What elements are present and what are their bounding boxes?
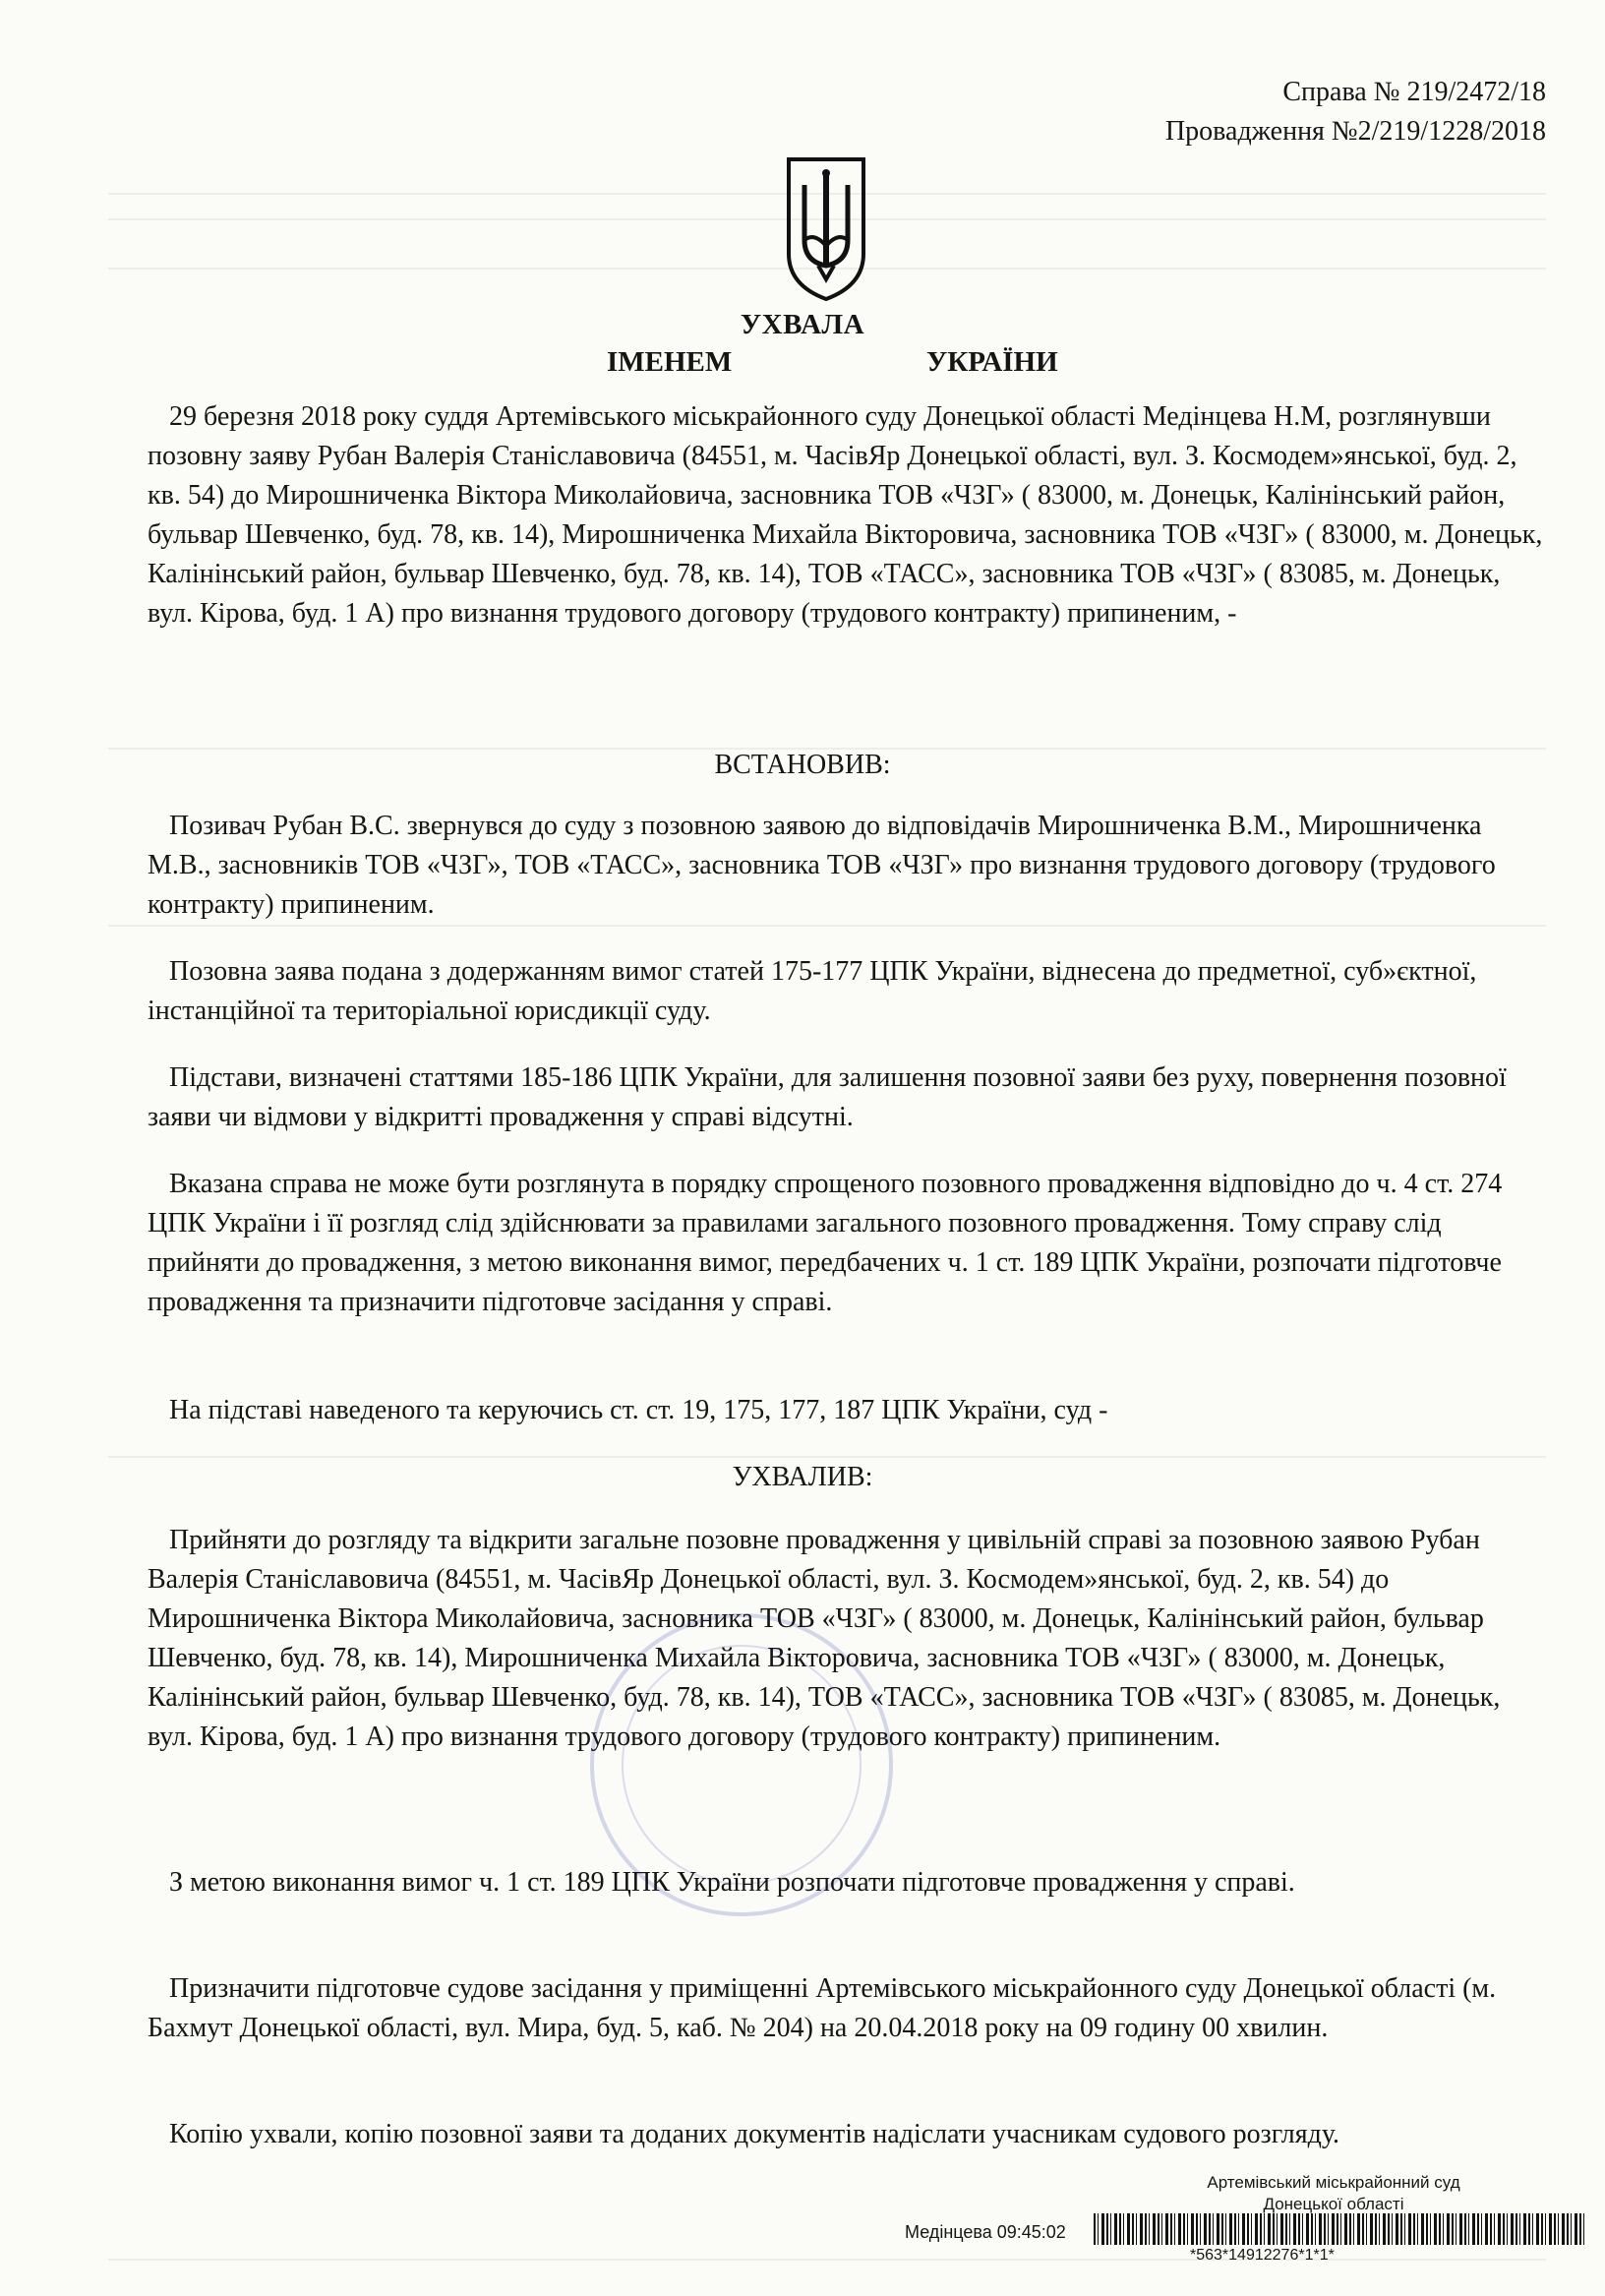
subtitle-word-1: ІМЕНЕМ <box>607 346 733 378</box>
show-through-line <box>108 1456 1546 1458</box>
established-paragraph-4: Вказана справа не може бути розглянута в порядку спрощеного позовного провадження відповідно до ч. 4 ст. 274 ЦПК України і її розгляд слід здійснювати за правилами загального позовного провадження. Тому справу слід прийняти до провадження, з метою виконання вимог, передбачених ч. 1 ст. 189 ЦПК України, розпочати підготовче провадження та призначити підготовче засідання у справі. <box>148 1169 1503 1317</box>
subtitle-word-2: УКРАЇНИ <box>926 346 1058 378</box>
established-heading: ВСТАНОВИВ: <box>714 750 891 780</box>
ruled-paragraph-2: З метою виконання вимог ч. 1 ст. 189 ЦПК України розпочати підготовче провадження у справі. <box>169 1867 1295 1898</box>
barcode-code: *563*14912276*1*1* <box>1190 2247 1335 2264</box>
case-number: Справа № 219/2472/18 <box>1282 77 1546 107</box>
signature-timestamp: Медінцева 09:45:02 <box>905 2222 1066 2242</box>
barcode <box>1094 2213 1585 2245</box>
established-paragraph-3: Підстави, визначені статтями 185-186 ЦПК України, для залишення позовної заяви без руху, повернення позовної заяви чи відмови у відкритті провадження у справі відсутні. <box>148 1062 1507 1132</box>
ruled-heading: УХВАЛИВ: <box>732 1462 873 1492</box>
tryzub-coat-of-arms-icon <box>785 155 867 303</box>
ruled-paragraph-1: Прийняти до розгляду та відкрити загальне позовне провадження у цивільній справі за позовною заявою Рубан Валерія Станіславовича (84551, м. ЧасівЯр Донецької області, вул. З. Космодем»янської, буд. 2, кв. 54) до Мирошниченка Віктора Миколайовича, засновника ТОВ «ЧЗГ» ( 83000, м. Донецьк, Калінінський район, бульвар Шевченко, буд. 78, кв. 14), Мирошниченка Михайла Вікторовича, засновника ТОВ «ЧЗГ» ( 83000, м. Донецьк, Калінінський район, бульвар Шевченко, буд. 78, кв. 14), ТОВ «ТАСС», засновника ТОВ «ЧЗГ» ( 83085, м. Донецьк, вул. Кірова, буд. 1 А) про визнання трудового договору (трудового контракту) припиненим. <box>148 1525 1501 1752</box>
court-name-label <box>1176 2172 1491 2215</box>
document-type: УХВАЛА <box>740 309 865 340</box>
court-name-line-1: Артемівський міськрайонний суд <box>1207 2173 1460 2192</box>
ruled-paragraph-3: Призначити підготовче судове засідання у приміщенні Артемівського міськрайонного суду Донецької області (м. Бахмут Донецької області, вул. Мира, буд. 5, каб. № 204) на 20.04.2018 року на 09 годину 00 хвилин. <box>148 1973 1497 2043</box>
established-paragraph-2: Позовна заява подана з додержанням вимог статей 175-177 ЦПК України, віднесена до предметної, суб»єктної, інстанційної та територіальної юрисдикції суду. <box>148 956 1477 1026</box>
proceeding-number: Провадження №2/219/1228/2018 <box>1164 116 1546 147</box>
court-name-line-2: Донецької області <box>1263 2195 1404 2213</box>
established-paragraph-1: Позивач Рубан В.С. звернувся до суду з позовною заявою до відповідачів Мирошниченка В.М., Мирошниченка М.В., засновників ТОВ «ЧЗГ», ТОВ «ТАСС», засновника ТОВ «ЧЗГ» про визнання трудового договору (трудового контракту) припиненим. <box>148 811 1496 920</box>
case-meta <box>1165 73 1546 151</box>
intro-paragraph: 29 березня 2018 року суддя Артемівського міськрайонного суду Донецької області Медінцева Н.М, розглянувши позовну заяву Рубан Валерія Станіславовича (84551, м. ЧасівЯр Донецької області, вул. З. Космодем»янської, буд. 2, кв. 54) до Мирошниченка Віктора Миколайовича, засновника ТОВ «ЧЗГ» ( 83000, м. Донецьк, Калінінський район, бульвар Шевченко, буд. 78, кв. 14), Мирошниченка Михайла Вікторовича, засновника ТОВ «ЧЗГ» ( 83000, м. Донецьк, Калінінський район, бульвар Шевченко, буд. 78, кв. 14), ТОВ «ТАСС», засновника ТОВ «ЧЗГ» ( 83085, м. Донецьк, вул. Кірова, буд. 1 А) про визнання трудового договору (трудового контракту) припиненим, - <box>148 401 1543 629</box>
ruled-paragraph-4: Копію ухвали, копію позовної заяви та доданих документів надіслати учасникам судового розгляду. <box>169 2119 1340 2149</box>
show-through-line <box>108 925 1546 927</box>
grounds-paragraph: На підставі наведеного та керуючись ст. ст. 19, 175, 177, 187 ЦПК України, суд - <box>169 1395 1108 1425</box>
